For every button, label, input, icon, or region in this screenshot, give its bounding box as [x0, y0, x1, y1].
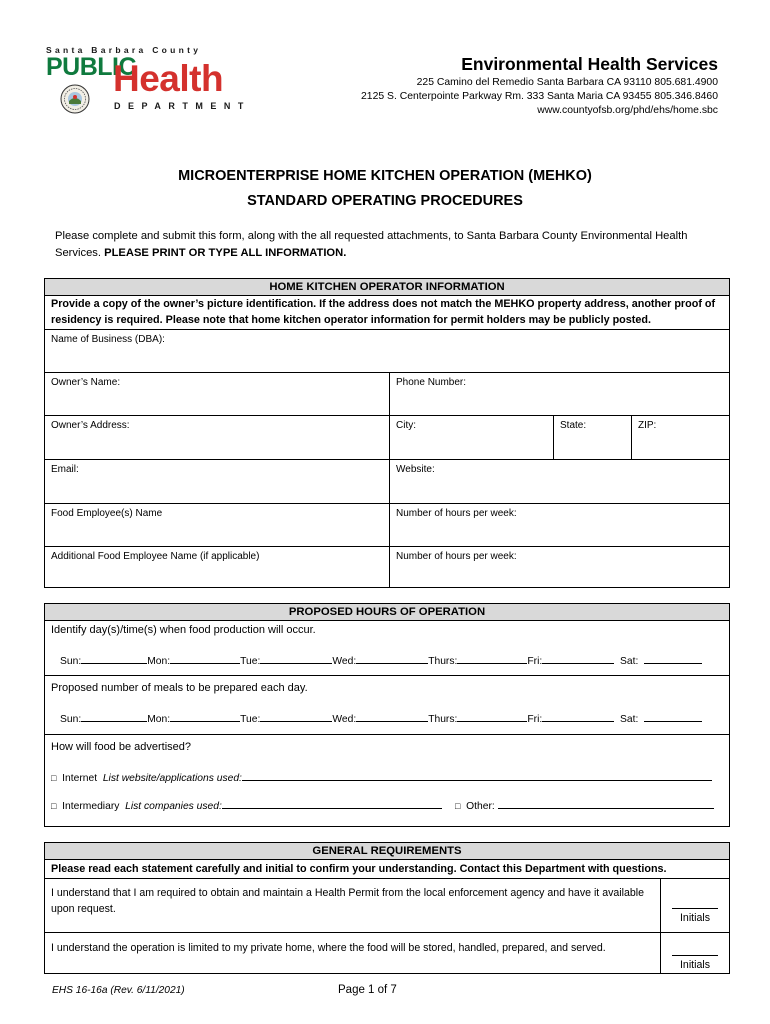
other-label: Other: — [466, 801, 495, 812]
fri-meals-input[interactable] — [542, 711, 614, 722]
internet-hint: List website/applications used: — [102, 773, 242, 784]
logo-county-text: Santa Barbara County — [46, 45, 202, 55]
production-days-row — [60, 653, 702, 667]
website-label: Website: — [396, 464, 435, 475]
general-requirements-section — [44, 842, 730, 974]
intermediary-input[interactable] — [222, 798, 442, 809]
business-name-field[interactable] — [45, 330, 729, 373]
other-checkbox[interactable]: □ — [455, 801, 461, 811]
page-number: Page 1 of 7 — [338, 984, 397, 996]
intro-text: Please complete and submit this form, along with the all requested attachments, to Santa Barbara County Environmental Health Services. — [55, 230, 688, 259]
initials-cell-1[interactable] — [661, 879, 729, 933]
logo-health-text: Health — [113, 58, 224, 99]
document-title-line-1: MICROENTERPRISE HOME KITCHEN OPERATION (MEHKO) — [178, 168, 592, 184]
general-requirements-note: Please read each statement carefully and initial to confirm your understanding. Contact this Department with questions. — [45, 859, 729, 879]
meals-day-label-sat: Sat: — [619, 714, 639, 725]
zip-label: ZIP: — [638, 420, 657, 431]
requirement-statement-2: I understand the operation is limited to my private home, where the food will be stored, handled, prepared, and served. — [45, 933, 661, 973]
initials-line-2[interactable] — [672, 955, 718, 956]
hours-per-week-label-1: Number of hours per week: — [396, 508, 517, 519]
requirement-statement-1: I understand that I am required to obtain and maintain a Health Permit from the local enforcement agency and have it available upon request. — [45, 879, 661, 933]
fri-time-input[interactable] — [542, 653, 614, 664]
mon-time-input[interactable] — [170, 653, 240, 664]
header-website-link[interactable]: www.countyofsb.org/phd/ehs/home.sbc — [537, 105, 718, 116]
internet-checkbox[interactable]: □ — [51, 773, 57, 783]
zip-field[interactable] — [632, 416, 729, 460]
day-label-wed: Wed: — [332, 656, 357, 667]
hours-heading: PROPOSED HOURS OF OPERATION — [45, 604, 729, 621]
additional-employee-field[interactable] — [45, 547, 390, 587]
tue-time-input[interactable] — [260, 653, 332, 664]
business-name-label: Name of Business (DBA): — [51, 334, 165, 345]
other-input[interactable] — [498, 798, 714, 809]
initials-label-2: Initials — [679, 959, 711, 971]
meals-day-label-mon: Mon: — [147, 714, 171, 725]
other-row — [455, 798, 714, 812]
internet-label: Internet — [62, 773, 98, 784]
sat-time-input[interactable] — [644, 653, 702, 664]
wed-time-input[interactable] — [356, 653, 428, 664]
wed-meals-input[interactable] — [356, 711, 428, 722]
owner-address-label: Owner’s Address: — [51, 420, 130, 431]
city-field[interactable] — [390, 416, 554, 460]
email-field[interactable] — [45, 460, 390, 504]
food-employee-field[interactable] — [45, 504, 390, 547]
owner-name-label: Owner’s Name: — [51, 377, 121, 388]
phone-number-label: Phone Number: — [396, 377, 467, 388]
meals-day-label-tue: Tue: — [240, 714, 261, 725]
additional-employee-label: Additional Food Employee Name (if applicable) — [51, 551, 260, 562]
sat-meals-input[interactable] — [644, 711, 702, 722]
intermediary-label: Intermediary — [62, 801, 120, 812]
initials-label-1: Initials — [679, 912, 711, 924]
thurs-time-input[interactable] — [457, 653, 527, 664]
day-label-thurs: Thurs: — [428, 656, 458, 667]
operator-info-section — [44, 278, 730, 588]
hours-per-week-field-1[interactable] — [390, 504, 729, 547]
header-address-2: 2125 S. Centerpointe Parkway Rm. 333 Santa Maria CA 93455 805.346.8460 — [361, 91, 718, 102]
general-requirements-heading: GENERAL REQUIREMENTS — [45, 843, 729, 860]
hours-per-week-label-2: Number of hours per week: — [396, 551, 517, 562]
food-employee-label: Food Employee(s) Name — [51, 508, 163, 519]
initials-line-1[interactable] — [672, 908, 718, 909]
meals-day-label-wed: Wed: — [332, 714, 357, 725]
intro-paragraph — [55, 228, 715, 262]
owner-name-field[interactable] — [45, 373, 390, 416]
day-label-tue: Tue: — [240, 656, 261, 667]
hours-per-week-field-2[interactable] — [390, 547, 729, 587]
meals-per-day-text: Proposed number of meals to be prepared each day. — [51, 682, 308, 694]
logo-department-text: DEPARTMENT — [114, 101, 251, 111]
meals-day-label-thurs: Thurs: — [428, 714, 458, 725]
city-label: City: — [396, 420, 416, 431]
intermediary-row — [51, 798, 442, 812]
advertising-divider — [45, 734, 729, 735]
sun-time-input[interactable] — [81, 653, 147, 664]
state-field[interactable] — [554, 416, 632, 460]
initials-cell-2[interactable] — [661, 933, 729, 973]
header-address-1: 225 Camino del Remedio Santa Barbara CA 93110 805.681.4900 — [416, 77, 718, 88]
logo-public-text: PUBLIC — [46, 53, 137, 81]
intro-bold-text: PLEASE PRINT OR TYPE ALL INFORMATION. — [104, 247, 347, 259]
identify-days-text: Identify day(s)/time(s) when food production will occur. — [51, 624, 316, 636]
intermediary-checkbox[interactable]: □ — [51, 801, 57, 811]
internet-input[interactable] — [242, 770, 712, 781]
day-label-mon: Mon: — [147, 656, 171, 667]
email-label: Email: — [51, 464, 79, 475]
mon-meals-input[interactable] — [170, 711, 240, 722]
sun-meals-input[interactable] — [81, 711, 147, 722]
document-title-line-2: STANDARD OPERATING PROCEDURES — [247, 193, 523, 209]
owner-address-field[interactable] — [45, 416, 390, 460]
form-id: EHS 16-16a (Rev. 6/11/2021) — [52, 985, 185, 996]
tue-meals-input[interactable] — [260, 711, 332, 722]
operator-info-heading: HOME KITCHEN OPERATOR INFORMATION — [45, 279, 729, 296]
meals-day-label-sun: Sun: — [60, 714, 82, 725]
county-seal-icon — [60, 84, 90, 114]
operator-info-note: Provide a copy of the owner’s picture identification. If the address does not match the MEHKO property address, another proof of residency is required. Please note that home kitchen operator information for permit holders may be publicly posted. — [45, 295, 729, 330]
state-label: State: — [560, 420, 587, 431]
phone-number-field[interactable] — [390, 373, 729, 416]
hours-divider — [45, 675, 729, 676]
hours-section — [44, 603, 730, 827]
advertised-question: How will food be advertised? — [51, 741, 192, 753]
day-label-sat: Sat: — [619, 656, 639, 667]
meals-day-label-fri: Fri: — [527, 714, 543, 725]
thurs-meals-input[interactable] — [457, 711, 527, 722]
meals-days-row — [60, 711, 702, 725]
day-label-sun: Sun: — [60, 656, 82, 667]
day-label-fri: Fri: — [527, 656, 543, 667]
website-field[interactable] — [390, 460, 729, 504]
intermediary-hint: List companies used: — [125, 801, 222, 812]
internet-row — [51, 770, 712, 784]
header-title: Environmental Health Services — [461, 54, 718, 74]
